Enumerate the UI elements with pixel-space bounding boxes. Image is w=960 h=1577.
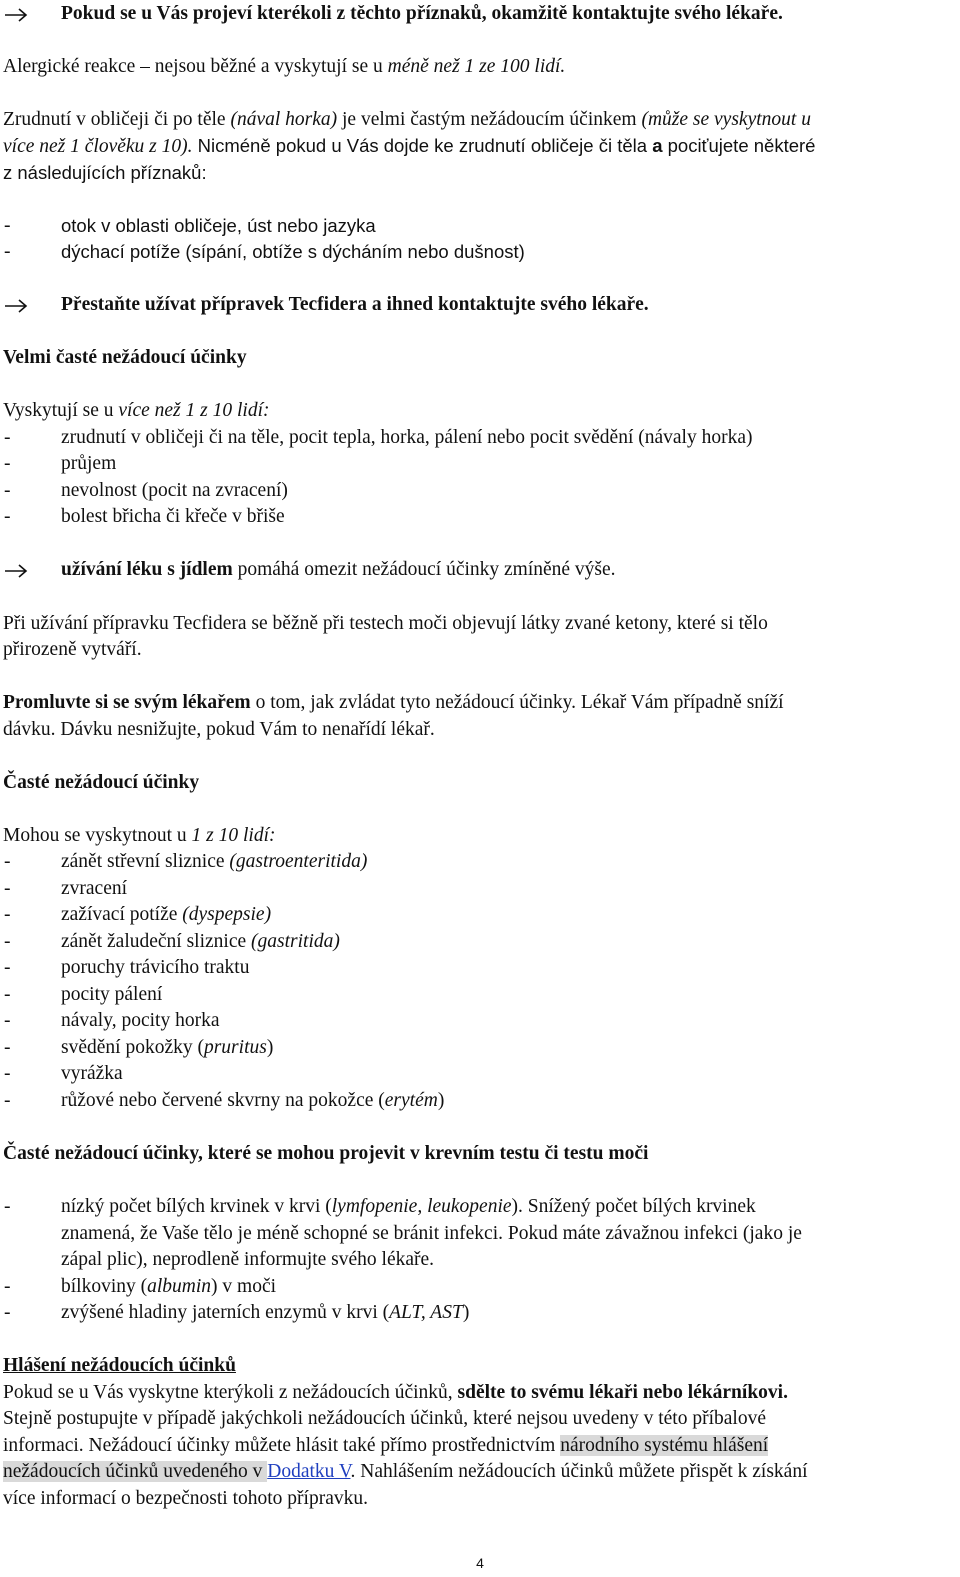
list-dash: - [4, 931, 11, 952]
ketones-line-2: přirozeně vytváří. [3, 639, 142, 660]
highlighted-text: národního systému hlášení [560, 1435, 769, 1456]
allergy-frequency-line: Alergické reakce – nejsou běžné a vyskytují se u méně než 1 ze 100 lidí. [3, 56, 566, 77]
list-item: otok v oblasti obličeje, úst nebo jazyka [61, 215, 376, 236]
list-dash: - [4, 1037, 11, 1058]
list-item: zažívací potíže (dyspepsie) [61, 904, 272, 925]
section-heading: Velmi časté nežádoucí účinky [3, 347, 247, 368]
stop-instruction: Přestaňte užívat přípravek Tecfidera a ihned kontaktujte svého lékaře. [61, 294, 649, 315]
talk-line-2: dávku. Dávku nesnižujte, pokud Vám to nenařídí lékař. [3, 719, 435, 740]
food-tip: užívání léku s jídlem pomáhá omezit nežádoucí účinky zmíněné výše. [61, 559, 616, 580]
ketones-line-1: Při užívání přípravku Tecfidera se běžně při testech moči objevují látky zvané ketony, které si tělo [3, 613, 768, 634]
list-dash: - [4, 215, 11, 236]
list-dash: - [4, 1090, 11, 1111]
reporting-line-5: více informací o bezpečnosti tohoto přípravku. [3, 1488, 368, 1509]
reporting-line-4: nežádoucích účinků uvedeného v Dodatku V. Nahlášením nežádoucích účinků můžete přispět k získání [3, 1461, 808, 1482]
list-item: růžové nebo červené skvrny na pokožce (erytém) [61, 1090, 445, 1111]
list-item: zánět střevní sliznice (gastroenteritida) [61, 851, 368, 872]
list-dash: - [4, 904, 11, 925]
flushing-para-line-3: z následujících příznaků: [3, 162, 207, 183]
list-dash: - [4, 1010, 11, 1031]
list-item: průjem [61, 453, 117, 474]
list-dash: - [4, 957, 11, 978]
talk-line-1: Promluvte si se svým lékařem o tom, jak zvládat tyto nežádoucí účinky. Lékař Vám případně sníží [3, 692, 784, 713]
list-item: bílkoviny (albumin) v moči [61, 1276, 277, 1297]
list-dash: - [4, 1302, 11, 1323]
list-item: zánět žaludeční sliznice (gastritida) [61, 931, 340, 952]
warning-line: Pokud se u Vás projeví kterékoli z těchto příznaků, okamžitě kontaktujte svého lékaře. [61, 3, 783, 24]
section-heading: Hlášení nežádoucích účinků [3, 1355, 236, 1376]
list-item: bolest břicha či křeče v břiše [61, 506, 285, 527]
list-dash: - [4, 427, 11, 448]
list-dash: - [4, 878, 11, 899]
list-dash: - [4, 241, 11, 262]
reporting-line-3: informaci. Nežádoucí účinky můžete hlásit také přímo prostřednictvím národního systému hlášení [3, 1435, 769, 1456]
list-item: návaly, pocity horka [61, 1010, 220, 1031]
list-dash: - [4, 480, 11, 501]
list-item-continuation: zápal plic), neprodleně informujte svého lékaře. [61, 1249, 435, 1270]
page-number: 4 [476, 1555, 484, 1571]
flushing-para-line-1: Zrudnutí v obličeji či po těle (nával horka) je velmi častým nežádoucím účinkem (může se vyskytnout u [3, 109, 811, 130]
highlighted-text: nežádoucích účinků uvedeného v [3, 1461, 268, 1482]
list-dash: - [4, 506, 11, 527]
reporting-line-1: Pokud se u Vás vyskytne kterýkoli z nežádoucích účinků, sdělte to svému lékaři nebo lékárníkovi. [3, 1382, 788, 1403]
list-item: svědění pokožky (pruritus) [61, 1037, 274, 1058]
list-item: nevolnost (pocit na zvracení) [61, 480, 288, 501]
arrow-icon [4, 564, 28, 578]
frequency-intro: Mohou se vyskytnout u 1 z 10 lidí: [3, 825, 276, 846]
appendix-v-link[interactable]: Dodatku V [267, 1461, 351, 1482]
flushing-para-line-2: více než 1 člověku z 10). Nicméně pokud u Vás dojde ke zrudnutí obličeje či těla a pociťujete některé [3, 135, 816, 157]
list-dash: - [4, 1276, 11, 1297]
list-item: poruchy trávicího traktu [61, 957, 250, 978]
list-item: nízký počet bílých krvinek v krvi (lymfopenie, leukopenie). Snížený počet bílých krvinek [61, 1196, 756, 1217]
list-item: vyrážka [61, 1063, 123, 1084]
list-item: pocity pálení [61, 984, 163, 1005]
list-item: dýchací potíže (sípání, obtíže s dýcháním nebo dušnost) [61, 241, 525, 262]
frequency-intro: Vyskytují se u více než 1 z 10 lidí: [3, 400, 270, 421]
list-item-continuation: znamená, že Vaše tělo je méně schopné se bránit infekci. Pokud máte závažnou infekci (jako je [61, 1223, 802, 1244]
arrow-icon [4, 8, 28, 22]
list-dash: - [4, 1196, 11, 1217]
list-item: zvýšené hladiny jaterních enzymů v krvi (ALT, AST) [61, 1302, 470, 1323]
list-dash: - [4, 1063, 11, 1084]
list-dash: - [4, 453, 11, 474]
list-dash: - [4, 984, 11, 1005]
section-heading: Časté nežádoucí účinky [3, 772, 200, 793]
reporting-line-2: Stejně postupujte v případě jakýchkoli nežádoucích účinků, které nejsou uvedeny v této příbalové [3, 1408, 766, 1429]
section-heading: Časté nežádoucí účinky, které se mohou projevit v krevním testu či testu moči [3, 1143, 649, 1164]
list-item: zvracení [61, 878, 128, 899]
arrow-icon [4, 299, 28, 313]
list-item: zrudnutí v obličeji či na těle, pocit tepla, horka, pálení nebo pocit svědění (návaly horka) [61, 427, 753, 448]
list-dash: - [4, 851, 11, 872]
